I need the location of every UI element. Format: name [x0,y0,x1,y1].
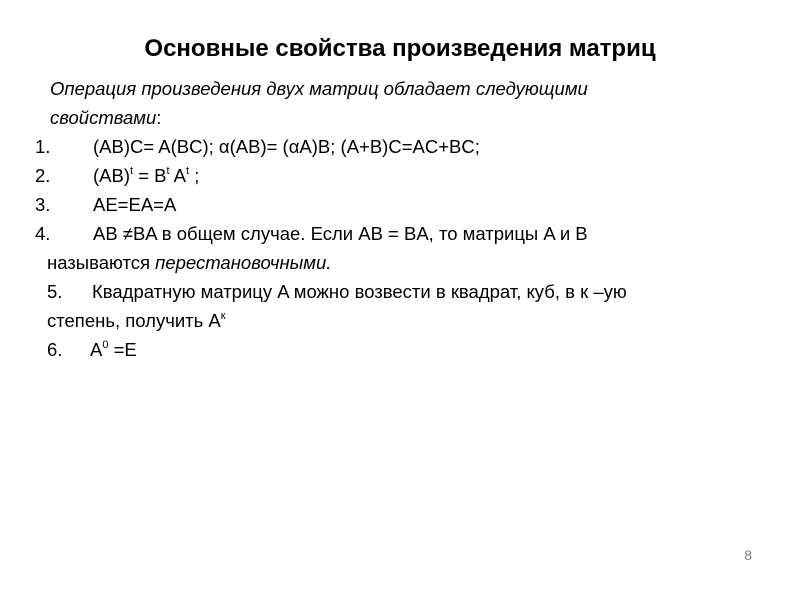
page-number: 8 [744,547,752,563]
intro-line-1: Операция произведения двух матриц обладает следующими [50,78,588,99]
property-4-cont-italic: перестановочными. [155,252,332,273]
property-3-text: AE=EA=A [93,194,177,215]
property-5-continuation [35,306,765,335]
property-6-sup: 0 [102,339,109,351]
property-4-cont-plain: называются [47,252,156,273]
property-3-number: 3. [35,194,51,215]
property-2-part-d: ; [189,165,200,186]
intro-colon: : [156,107,162,128]
property-6-part-a: A [90,339,103,360]
property-5-number: 5. [47,281,63,302]
property-5 [35,277,765,306]
property-2-sup-b: t [166,165,170,177]
property-1-text: (AB)C= A(BC); α(AB)= (αA)B; (A+B)C=AC+BC; [93,136,480,157]
property-2-part-c: A [169,165,187,186]
property-6-number: 6. [47,339,63,360]
intro-line-2 [35,103,765,132]
intro-word: свойствами [50,107,157,128]
property-2-sup-c: t [186,165,190,177]
property-2-part-a: (AB) [93,165,130,186]
property-1-number: 1. [35,136,51,157]
slide-body [35,74,765,364]
property-5-text: Квадратную матрицу A можно возвести в квадрат, куб, в к –ую [92,281,627,302]
property-1 [35,132,765,161]
property-2 [35,161,765,190]
property-4-text: AB ≠BA в общем случае. Если AB = BA, то матрицы A и B [93,223,588,244]
property-4 [35,219,765,248]
slide-title: Основные свойства произведения матриц [144,35,656,62]
property-5-sup: к [220,310,226,322]
property-3 [35,190,765,219]
property-4-number: 4. [35,223,51,244]
property-2-sup-a: t [130,165,134,177]
property-6-part-b: =E [108,339,137,360]
property-2-part-b: = B [133,165,167,186]
property-6 [35,335,765,364]
property-2-number: 2. [35,165,51,186]
property-5-cont-text: степень, получить A [47,310,221,331]
property-4-continuation [35,248,765,277]
